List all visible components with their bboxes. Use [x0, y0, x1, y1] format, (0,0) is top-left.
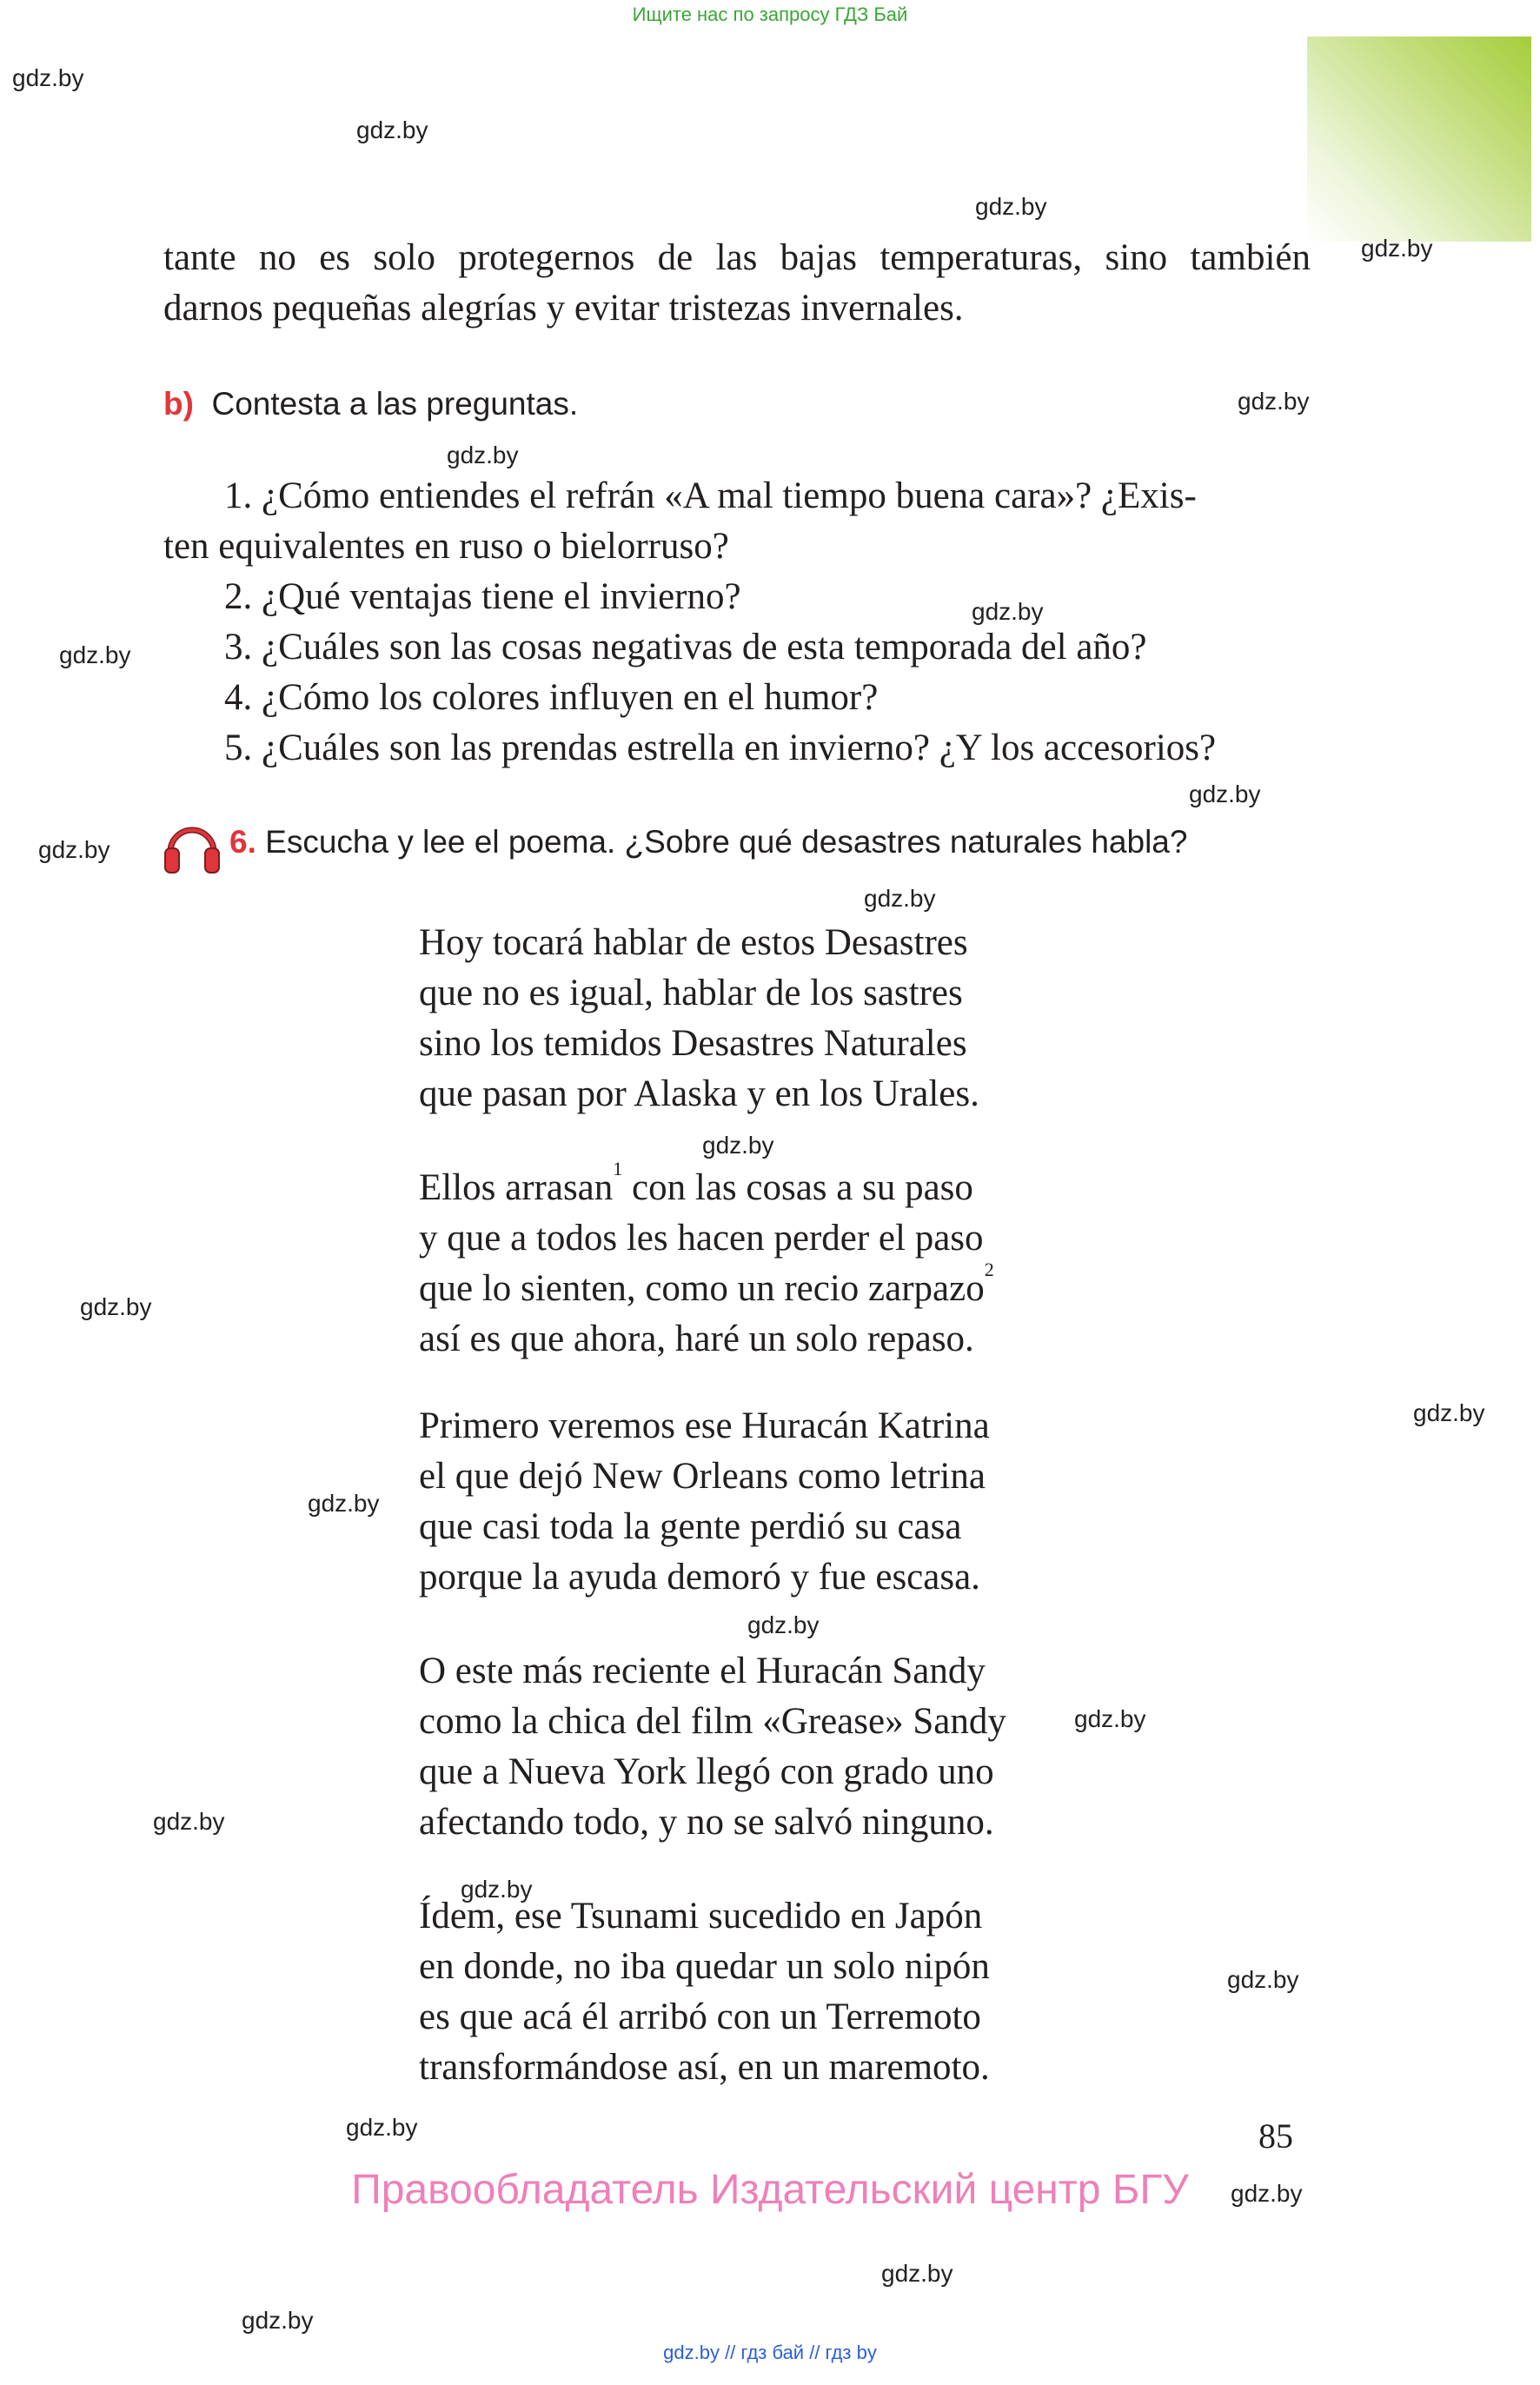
poem-line: transformándose así, en un maremoto. [419, 2047, 990, 2088]
watermark: gdz.by [153, 1808, 225, 1835]
poem-line: sino los temidos Desastres Naturales [419, 1023, 967, 1064]
poem-line: que a Nueva York llegó con grado uno [419, 1751, 994, 1792]
footnote-marker: 1 [613, 1158, 623, 1179]
poem-text: Ellos arrasan [419, 1167, 614, 1208]
poem-line: Ídem, ese Tsunami sucedido en Japón [419, 1896, 983, 1937]
watermark: gdz.by [12, 64, 84, 91]
headphones-icon [162, 817, 222, 874]
poem-line: como la chica del film «Grease» Sandy [419, 1701, 1006, 1742]
continuation-line-1: tante no es solo protegernos de las bajas temperaturas, sino también [163, 237, 1311, 278]
watermark: gdz.by [447, 442, 519, 468]
watermark: gdz.by [1074, 1705, 1146, 1732]
poem-line: afectando todo, y no se salvó ninguno. [419, 1802, 994, 1843]
search-banner[interactable]: Ищите нас по запросу ГДЗ Бай [632, 3, 908, 25]
poem-line: Hoy tocará hablar de estos Desastres [419, 922, 968, 963]
watermark: gdz.by [242, 2307, 314, 2334]
section-b-marker: b) [163, 386, 194, 422]
poem-line [419, 1259, 994, 1314]
corner-decoration [1307, 37, 1531, 242]
exercise-6-text: Escucha y lee el poema. ¿Sobre qué desastres naturales habla? [265, 824, 1188, 860]
poem-line: en donde, no iba quedar un solo nipón [419, 1946, 990, 1987]
watermark: gdz.by [972, 598, 1044, 625]
poem-line: y que a todos les hacen perder el paso [419, 1218, 984, 1259]
watermark: gdz.by [702, 1132, 774, 1159]
footnote-marker: 2 [984, 1259, 994, 1280]
watermark: gdz.by [975, 193, 1047, 220]
section-b-instruction [163, 386, 578, 422]
watermark: gdz.by [38, 836, 110, 863]
copyright-holder: Правообладатель Издательский центр БГУ [351, 2167, 1189, 2213]
poem-line [419, 1158, 973, 1213]
question-2: 2. ¿Qué ventajas tiene el invierno? [224, 576, 741, 617]
poem-text: con las cosas a su paso [622, 1167, 973, 1208]
watermark: gdz.by [356, 116, 428, 143]
poem-line: que pasan por Alaska y en los Urales. [419, 1073, 979, 1114]
watermark: gdz.by [461, 1876, 533, 1903]
poem-text: que lo sienten, como un recio zarpazo [419, 1268, 985, 1309]
watermark: gdz.by [59, 641, 131, 668]
poem-line: que no es igual, hablar de los sastres [419, 973, 963, 1013]
poem-line: el que dejó New Orleans como letrina [419, 1456, 986, 1497]
exercise-6-number: 6. [229, 824, 256, 860]
poem-line: Primero veremos ese Huracán Katrina [419, 1405, 990, 1446]
question-1-line-1: 1. ¿Cómo entiendes el refrán «A mal tiempo buena cara»? ¿Exis- [224, 475, 1197, 516]
page-number: 85 [1258, 2116, 1293, 2156]
exercise-6-instruction [229, 824, 1187, 860]
watermark: gdz.by [1189, 781, 1261, 807]
footer-links[interactable]: gdz.by // гдз бай // гдз by [663, 2342, 877, 2363]
watermark: gdz.by [864, 885, 936, 912]
watermark: gdz.by [1413, 1399, 1485, 1426]
poem-line: que casi toda la gente perdió su casa [419, 1506, 962, 1547]
watermark: gdz.by [346, 2114, 418, 2141]
continuation-line-2: darnos pequeñas alegrías y evitar tristezas invernales. [163, 288, 964, 329]
poem-line: así es que ahora, haré un solo repaso. [419, 1319, 974, 1359]
poem-line: es que acá él arribó con un Terremoto [419, 1996, 981, 2037]
section-b-text: Contesta a las preguntas. [211, 386, 579, 422]
watermark: gdz.by [1231, 2180, 1303, 2207]
watermark: gdz.by [1227, 1966, 1299, 1993]
poem-line: O este más reciente el Huracán Sandy [419, 1651, 986, 1691]
question-1-line-2: ten equivalentes en ruso o bielorruso? [163, 526, 729, 567]
question-3: 3. ¿Cuáles son las cosas negativas de esta temporada del año? [224, 627, 1147, 668]
watermark: gdz.by [80, 1293, 152, 1320]
watermark: gdz.by [1238, 388, 1310, 415]
watermark: gdz.by [881, 2260, 953, 2287]
poem-line: porque la ayuda demoró y fue escasa. [419, 1557, 980, 1598]
watermark: gdz.by [308, 1490, 380, 1517]
question-5: 5. ¿Cuáles son las prendas estrella en invierno? ¿Y los accesorios? [224, 727, 1217, 768]
question-4: 4. ¿Cómo los colores influyen en el humor? [224, 677, 879, 718]
watermark: gdz.by [747, 1611, 820, 1638]
watermark: gdz.by [1361, 235, 1433, 262]
